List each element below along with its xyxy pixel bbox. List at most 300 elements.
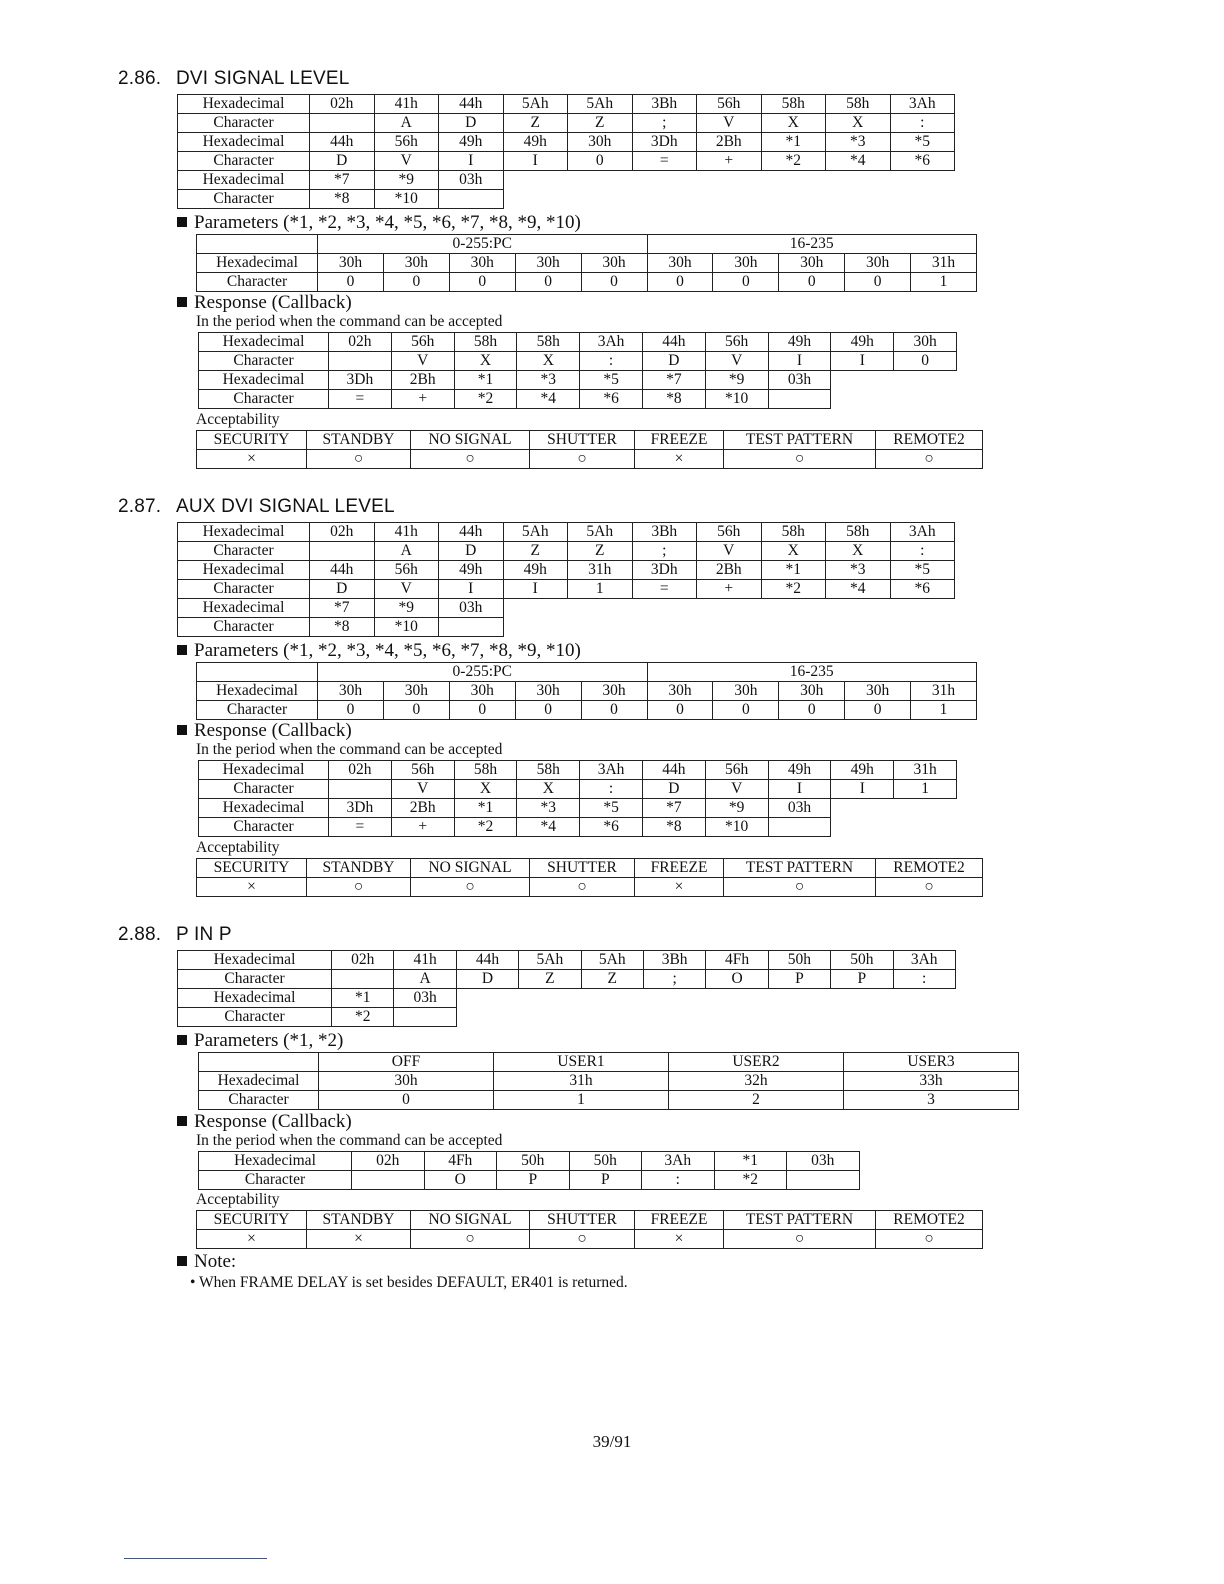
table-cell: *8: [310, 618, 375, 637]
table-cell: D: [456, 970, 518, 989]
table-cell: 03h: [768, 370, 831, 389]
table-cell: [890, 190, 955, 209]
table-cell: A: [374, 114, 439, 133]
table-cell: 0: [449, 701, 515, 720]
table-cell: 31h: [894, 760, 957, 779]
table-cell: 58h: [454, 760, 517, 779]
parameters-heading-text: Parameters (*1, *2, *3, *4, *5, *6, *7, *8, *9, *10): [194, 640, 581, 661]
table-cell: Z: [503, 542, 568, 561]
param-header: USER2: [669, 1053, 844, 1072]
table-cell: 1: [911, 701, 977, 720]
char-row: [178, 580, 955, 599]
row-label: Hexadecimal: [199, 760, 329, 779]
row-label: Character: [178, 1008, 332, 1027]
row-label: Hexadecimal: [178, 171, 310, 190]
table-cell: 1: [568, 580, 633, 599]
row-label: Character: [178, 190, 310, 209]
table-cell: =: [632, 152, 697, 171]
table-cell: 1: [494, 1091, 669, 1110]
table-cell: Z: [568, 114, 633, 133]
circle-mark: ○: [530, 877, 635, 896]
acceptability-header: REMOTE2: [876, 858, 983, 877]
table-cell: 58h: [517, 760, 580, 779]
char-row: [178, 618, 955, 637]
table-cell: =: [329, 817, 392, 836]
row-label: Hexadecimal: [178, 133, 310, 152]
acceptability-header: TEST PATTERN: [724, 430, 876, 449]
table-cell: 0: [449, 273, 515, 292]
acceptability-value-row: [197, 877, 983, 896]
table-cell: +: [391, 389, 454, 408]
row-label: Character: [178, 580, 310, 599]
section-title: [118, 496, 395, 518]
hex-row: [199, 1151, 860, 1170]
table-cell: [581, 1008, 643, 1027]
table-cell: 5Ah: [503, 95, 568, 114]
table-cell: 58h: [761, 95, 826, 114]
acceptability-header: REMOTE2: [876, 1210, 983, 1229]
row-label: Character: [199, 1091, 319, 1110]
table-cell: *6: [580, 389, 643, 408]
table-cell: *10: [705, 389, 768, 408]
char-row: [178, 1008, 956, 1027]
table-cell: *8: [642, 817, 705, 836]
table-cell: [503, 599, 568, 618]
table-cell: Z: [519, 970, 581, 989]
parameters-heading: [177, 1030, 343, 1052]
table-cell: 0: [581, 701, 647, 720]
table-cell: :: [893, 970, 955, 989]
table-cell: 5Ah: [503, 523, 568, 542]
table-cell: X: [454, 779, 517, 798]
circle-mark: ○: [724, 877, 876, 896]
table-cell: [768, 1008, 830, 1027]
table-cell: *5: [580, 798, 643, 817]
response-heading-text: Response (Callback): [194, 1110, 352, 1132]
table-cell: I: [768, 779, 831, 798]
table-cell: 3Dh: [632, 561, 697, 580]
table-cell: [761, 618, 826, 637]
table-cell: 5Ah: [568, 95, 633, 114]
table-cell: [568, 618, 633, 637]
table-cell: 3Bh: [643, 951, 705, 970]
table-cell: [568, 599, 633, 618]
table-cell: 30h: [647, 682, 713, 701]
table-cell: 4Fh: [706, 951, 768, 970]
page-number: 39/91: [592, 1432, 632, 1451]
table-cell: [456, 989, 518, 1008]
table-cell: 31h: [494, 1072, 669, 1091]
acceptability-header: REMOTE2: [876, 430, 983, 449]
table-cell: 3Ah: [580, 760, 643, 779]
table-cell: [310, 114, 375, 133]
acceptability-header: SECURITY: [197, 430, 307, 449]
table-cell: I: [439, 152, 504, 171]
table-cell: 30h: [779, 682, 845, 701]
table-cell: :: [580, 779, 643, 798]
table-cell: 3Dh: [632, 133, 697, 152]
section-title: [118, 68, 350, 90]
table-cell: V: [705, 779, 768, 798]
row-label: Hexadecimal: [199, 370, 329, 389]
table-cell: *4: [517, 389, 580, 408]
acceptability-table: [196, 430, 983, 469]
table-cell: 0: [647, 273, 713, 292]
table-cell: 58h: [826, 523, 891, 542]
table-cell: [831, 370, 894, 389]
table-cell: 56h: [374, 133, 439, 152]
circle-mark: ○: [724, 1229, 876, 1248]
table-cell: *9: [705, 798, 768, 817]
table-cell: 31h: [911, 254, 977, 273]
table-cell: 30h: [383, 254, 449, 273]
char-row: [199, 389, 957, 408]
table-cell: ;: [643, 970, 705, 989]
table-cell: [831, 989, 893, 1008]
table-cell: 30h: [319, 1072, 494, 1091]
table-cell: 0: [845, 701, 911, 720]
table-cell: [893, 1008, 955, 1027]
row-label: Character: [199, 1170, 352, 1189]
table-cell: [643, 1008, 705, 1027]
table-cell: P: [569, 1170, 642, 1189]
table-cell: *7: [642, 370, 705, 389]
table-cell: [519, 989, 581, 1008]
cross-mark: ×: [635, 1229, 724, 1248]
table-cell: 0: [318, 701, 384, 720]
table-cell: [894, 817, 957, 836]
circle-mark: ○: [307, 877, 411, 896]
table-cell: 3Dh: [329, 370, 392, 389]
table-cell: I: [831, 779, 894, 798]
table-cell: *2: [761, 152, 826, 171]
table-cell: Z: [568, 542, 633, 561]
table-cell: *3: [826, 561, 891, 580]
hex-row: [178, 171, 955, 190]
table-cell: D: [642, 779, 705, 798]
table-cell: 44h: [642, 332, 705, 351]
hex-row: [178, 95, 955, 114]
char-row: [178, 970, 956, 989]
table-cell: 41h: [374, 523, 439, 542]
param-group-label: 0-255:PC: [318, 663, 648, 682]
acceptability-header: SECURITY: [197, 1210, 307, 1229]
table-cell: X: [826, 542, 891, 561]
table-cell: 02h: [310, 95, 375, 114]
table-cell: :: [890, 114, 955, 133]
header-corner: [199, 1053, 319, 1072]
acceptability-header: STANDBY: [307, 1210, 411, 1229]
table-cell: 58h: [517, 332, 580, 351]
row-label: Hexadecimal: [199, 798, 329, 817]
table-cell: 0: [779, 273, 845, 292]
acceptability-header: NO SIGNAL: [411, 430, 530, 449]
table-cell: *2: [761, 580, 826, 599]
table-cell: [310, 542, 375, 561]
table-cell: *4: [517, 817, 580, 836]
footer-divider: [124, 1558, 267, 1559]
table-cell: X: [761, 542, 826, 561]
table-cell: D: [439, 542, 504, 561]
parameters-heading-text: Parameters (*1, *2, *3, *4, *5, *6, *7, *8, *9, *10): [194, 212, 581, 233]
table-cell: 30h: [894, 332, 957, 351]
table-cell: *2: [714, 1170, 787, 1189]
hex-row: [178, 523, 955, 542]
table-cell: D: [310, 152, 375, 171]
table-cell: *3: [517, 798, 580, 817]
row-label: Character: [199, 351, 329, 370]
table-cell: +: [391, 817, 454, 836]
table-cell: *7: [642, 798, 705, 817]
char-row: [197, 701, 977, 720]
table-cell: 0: [515, 273, 581, 292]
table-cell: V: [697, 114, 762, 133]
acceptability-header: FREEZE: [635, 858, 724, 877]
table-cell: *5: [890, 133, 955, 152]
hex-row: [199, 760, 957, 779]
table-cell: 49h: [768, 332, 831, 351]
section-name: DVI SIGNAL LEVEL: [176, 68, 350, 89]
acceptability-header-row: [197, 430, 983, 449]
char-row: [178, 190, 955, 209]
hex-row: [199, 332, 957, 351]
table-cell: [352, 1170, 425, 1189]
table-cell: 44h: [310, 133, 375, 152]
response-table: [198, 760, 957, 837]
table-cell: 30h: [318, 682, 384, 701]
table-cell: 30h: [515, 254, 581, 273]
table-cell: 56h: [374, 561, 439, 580]
table-cell: 2Bh: [391, 798, 454, 817]
table-cell: [439, 190, 504, 209]
table-cell: 56h: [705, 332, 768, 351]
period-text: In the period when the command can be accepted: [196, 740, 503, 758]
table-cell: 3Ah: [890, 523, 955, 542]
table-cell: 49h: [831, 332, 894, 351]
table-cell: [697, 190, 762, 209]
table-cell: 5Ah: [519, 951, 581, 970]
table-cell: [568, 171, 633, 190]
row-label: Character: [199, 389, 329, 408]
table-cell: [826, 190, 891, 209]
hex-row: [178, 951, 956, 970]
table-cell: 30h: [515, 682, 581, 701]
param-group-label: 16-235: [647, 663, 976, 682]
table-cell: Z: [503, 114, 568, 133]
acceptability-table: [196, 1210, 983, 1249]
char-row: [199, 351, 957, 370]
table-cell: 44h: [310, 561, 375, 580]
row-label: Hexadecimal: [178, 561, 310, 580]
response-heading: [177, 1111, 352, 1133]
response-heading-text: Response (Callback): [194, 291, 352, 313]
row-label: Hexadecimal: [178, 95, 310, 114]
table-cell: +: [697, 580, 762, 599]
table-cell: 31h: [568, 561, 633, 580]
table-cell: [826, 599, 891, 618]
command-table: [177, 950, 956, 1027]
table-cell: ;: [632, 542, 697, 561]
acceptability-header: SECURITY: [197, 858, 307, 877]
table-cell: [329, 779, 392, 798]
table-cell: 3Bh: [632, 523, 697, 542]
acceptability-header: SHUTTER: [530, 858, 635, 877]
table-cell: [890, 618, 955, 637]
table-cell: 31h: [911, 682, 977, 701]
table-cell: *1: [454, 798, 517, 817]
bullet-square-icon: [177, 217, 187, 227]
table-cell: [761, 599, 826, 618]
table-cell: 30h: [713, 254, 779, 273]
bullet-square-icon: [177, 1035, 187, 1045]
circle-mark: ○: [724, 449, 876, 468]
group-row: [197, 235, 977, 254]
circle-mark: ○: [876, 1229, 983, 1248]
table-cell: [581, 989, 643, 1008]
table-cell: *9: [374, 599, 439, 618]
table-cell: *7: [310, 171, 375, 190]
row-label: Hexadecimal: [178, 951, 332, 970]
circle-mark: ○: [411, 877, 530, 896]
table-cell: 0: [581, 273, 647, 292]
note-heading: [177, 1251, 236, 1273]
acceptability-header-row: [197, 858, 983, 877]
table-cell: 0: [845, 273, 911, 292]
char-row: [199, 1091, 1019, 1110]
table-cell: [831, 1008, 893, 1027]
acceptability-label: Acceptability: [196, 1190, 280, 1208]
table-cell: [503, 618, 568, 637]
table-cell: *8: [642, 389, 705, 408]
table-cell: A: [374, 542, 439, 561]
circle-mark: ○: [530, 1229, 635, 1248]
hex-row: [178, 989, 956, 1008]
table-cell: 2Bh: [697, 561, 762, 580]
table-cell: 30h: [713, 682, 779, 701]
table-cell: 02h: [329, 760, 392, 779]
table-cell: [394, 1008, 456, 1027]
table-cell: 33h: [844, 1072, 1019, 1091]
parameters-table: [196, 234, 977, 292]
table-cell: 03h: [787, 1151, 860, 1170]
table-cell: [632, 618, 697, 637]
table-cell: 3Ah: [580, 332, 643, 351]
table-cell: =: [632, 580, 697, 599]
table-cell: *10: [374, 618, 439, 637]
table-cell: 2: [669, 1091, 844, 1110]
table-cell: [697, 171, 762, 190]
table-cell: 0: [383, 701, 449, 720]
group-corner: [197, 663, 318, 682]
table-cell: 41h: [394, 951, 456, 970]
table-cell: 58h: [454, 332, 517, 351]
table-cell: [632, 190, 697, 209]
table-cell: *6: [580, 817, 643, 836]
table-cell: 44h: [439, 95, 504, 114]
row-label: Character: [199, 779, 329, 798]
table-cell: V: [391, 351, 454, 370]
table-cell: 30h: [383, 682, 449, 701]
header-row: [199, 1053, 1019, 1072]
table-cell: 58h: [761, 523, 826, 542]
table-cell: 02h: [352, 1151, 425, 1170]
table-cell: *6: [890, 580, 955, 599]
table-cell: [831, 798, 894, 817]
parameters-table: [196, 662, 977, 720]
hex-row: [178, 561, 955, 580]
table-cell: [894, 370, 957, 389]
table-cell: [697, 599, 762, 618]
table-cell: I: [439, 580, 504, 599]
table-cell: *6: [890, 152, 955, 171]
section-name: AUX DVI SIGNAL LEVEL: [176, 496, 395, 517]
response-heading: [177, 720, 352, 742]
table-cell: 02h: [329, 332, 392, 351]
table-cell: 0: [515, 701, 581, 720]
table-cell: I: [503, 152, 568, 171]
table-cell: 2Bh: [391, 370, 454, 389]
table-cell: D: [310, 580, 375, 599]
table-cell: Z: [581, 970, 643, 989]
row-label: Character: [178, 152, 310, 171]
row-label: Character: [197, 273, 318, 292]
table-cell: [831, 817, 894, 836]
table-cell: 0: [779, 701, 845, 720]
table-cell: *4: [826, 152, 891, 171]
row-label: Hexadecimal: [178, 989, 332, 1008]
cross-mark: ×: [197, 1229, 307, 1248]
table-cell: A: [394, 970, 456, 989]
table-cell: 56h: [697, 95, 762, 114]
table-cell: [768, 989, 830, 1008]
bullet-square-icon: [177, 725, 187, 735]
row-label: Character: [178, 114, 310, 133]
group-corner: [197, 235, 318, 254]
table-cell: 56h: [391, 760, 454, 779]
table-cell: 49h: [768, 760, 831, 779]
circle-mark: ○: [411, 1229, 530, 1248]
parameters-heading: [177, 640, 581, 662]
row-label: Character: [178, 542, 310, 561]
circle-mark: ○: [876, 449, 983, 468]
table-cell: 50h: [569, 1151, 642, 1170]
table-cell: 3Ah: [893, 951, 955, 970]
table-cell: [768, 817, 831, 836]
acceptability-header: NO SIGNAL: [411, 858, 530, 877]
table-cell: *9: [705, 370, 768, 389]
table-cell: [890, 599, 955, 618]
table-cell: *2: [454, 389, 517, 408]
row-label: Hexadecimal: [178, 599, 310, 618]
table-cell: *5: [890, 561, 955, 580]
table-cell: 50h: [768, 951, 830, 970]
table-cell: 30h: [568, 133, 633, 152]
row-label: Hexadecimal: [199, 1072, 319, 1091]
row-label: Hexadecimal: [199, 332, 329, 351]
row-label: Hexadecimal: [199, 1151, 352, 1170]
table-cell: V: [705, 351, 768, 370]
table-cell: 0: [383, 273, 449, 292]
table-cell: *1: [761, 133, 826, 152]
table-cell: V: [374, 152, 439, 171]
table-cell: [503, 171, 568, 190]
group-row: [197, 663, 977, 682]
table-cell: 56h: [705, 760, 768, 779]
table-cell: *1: [454, 370, 517, 389]
acceptability-header: TEST PATTERN: [724, 858, 876, 877]
table-cell: 30h: [845, 682, 911, 701]
table-cell: [697, 618, 762, 637]
